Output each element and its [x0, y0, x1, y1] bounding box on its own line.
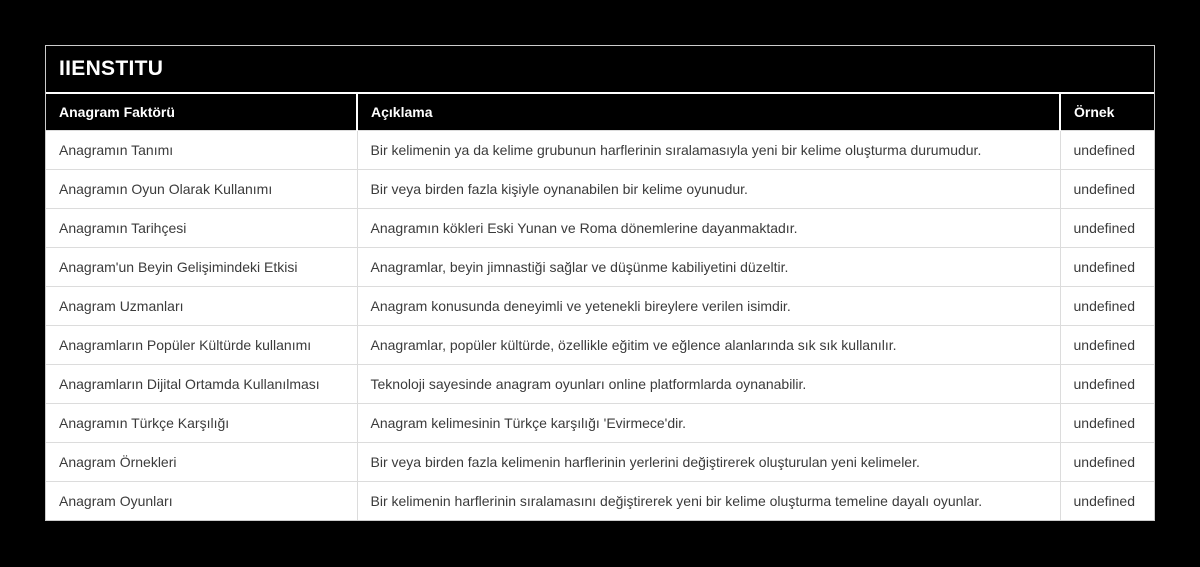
column-header-anagram-faktoru: Anagram Faktörü — [46, 94, 357, 131]
factor-cell: Anagram Uzmanları — [46, 287, 357, 326]
table-row — [46, 287, 1154, 326]
table-row — [46, 443, 1154, 482]
example-cell: undefined — [1060, 209, 1154, 248]
factor-cell: Anagramın Tarihçesi — [46, 209, 357, 248]
factor-cell: Anagramların Dijital Ortamda Kullanılması — [46, 365, 357, 404]
factor-cell: Anagramın Tanımı — [46, 131, 357, 170]
description-cell: Anagramlar, popüler kültürde, özellikle eğitim ve eğlence alanlarında sık sık kullanılır. — [357, 326, 1060, 365]
example-cell: undefined — [1060, 443, 1154, 482]
example-cell: undefined — [1060, 365, 1154, 404]
table-row — [46, 131, 1154, 170]
table-body — [46, 131, 1154, 521]
table-row — [46, 170, 1154, 209]
example-cell: undefined — [1060, 131, 1154, 170]
table-row — [46, 365, 1154, 404]
description-cell: Anagram kelimesinin Türkçe karşılığı 'Evirmece'dir. — [357, 404, 1060, 443]
description-cell: Bir kelimenin ya da kelime grubunun harflerinin sıralamasıyla yeni bir kelime oluşturma durumudur. — [357, 131, 1060, 170]
table-header — [46, 94, 1154, 131]
anagram-factors-table — [46, 94, 1154, 520]
example-cell: undefined — [1060, 170, 1154, 209]
table-header-row — [46, 94, 1154, 131]
example-cell: undefined — [1060, 326, 1154, 365]
column-header-aciklama: Açıklama — [357, 94, 1060, 131]
description-cell: Anagramın kökleri Eski Yunan ve Roma dönemlerine dayanmaktadır. — [357, 209, 1060, 248]
table-row — [46, 326, 1154, 365]
factor-cell: Anagramın Oyun Olarak Kullanımı — [46, 170, 357, 209]
factor-cell: Anagram Oyunları — [46, 482, 357, 521]
column-header-ornek: Örnek — [1060, 94, 1154, 131]
factor-cell: Anagramın Türkçe Karşılığı — [46, 404, 357, 443]
example-cell: undefined — [1060, 248, 1154, 287]
table-row — [46, 209, 1154, 248]
description-cell: Anagram konusunda deneyimli ve yetenekli bireylere verilen isimdir. — [357, 287, 1060, 326]
factor-cell: Anagram Örnekleri — [46, 443, 357, 482]
example-cell: undefined — [1060, 287, 1154, 326]
example-cell: undefined — [1060, 404, 1154, 443]
example-cell: undefined — [1060, 482, 1154, 521]
factor-cell: Anagram'un Beyin Gelişimindeki Etkisi — [46, 248, 357, 287]
table-row — [46, 482, 1154, 521]
factor-cell: Anagramların Popüler Kültürde kullanımı — [46, 326, 357, 365]
page-title: IIENSTITU — [46, 46, 1154, 94]
description-cell: Bir kelimenin harflerinin sıralamasını değiştirerek yeni bir kelime oluşturma temeline dayalı oyunlar. — [357, 482, 1060, 521]
description-cell: Anagramlar, beyin jimnastiği sağlar ve düşünme kabiliyetini düzeltir. — [357, 248, 1060, 287]
anagram-info-card — [45, 45, 1155, 521]
table-row — [46, 404, 1154, 443]
table-row — [46, 248, 1154, 287]
description-cell: Bir veya birden fazla kişiyle oynanabilen bir kelime oyunudur. — [357, 170, 1060, 209]
description-cell: Bir veya birden fazla kelimenin harflerinin yerlerini değiştirerek oluşturulan yeni kelimeler. — [357, 443, 1060, 482]
description-cell: Teknoloji sayesinde anagram oyunları online platformlarda oynanabilir. — [357, 365, 1060, 404]
